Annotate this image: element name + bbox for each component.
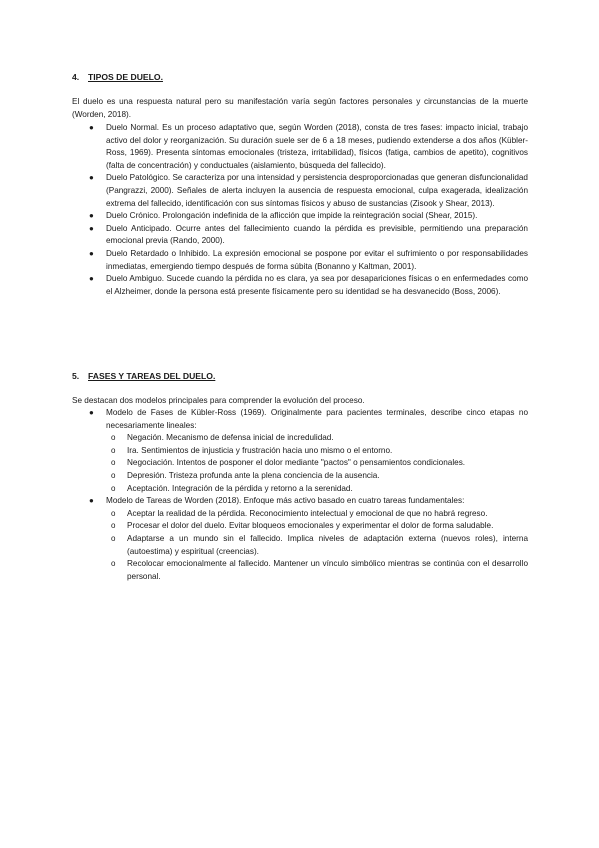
- circle-bullet-icon: o: [111, 483, 116, 493]
- sub-list-item-text: Depresión. Tristeza profunda ante la plena conciencia de la ausencia.: [127, 470, 380, 480]
- sub-list-item-text: Procesar el dolor del duelo. Evitar bloqueos emocionales y experimentar el dolor de forma saludable.: [127, 521, 494, 531]
- model-text: Modelo de Fases de Kübler-Ross (1969). Originalmente para pacientes terminales, describe cinco etapas no necesariamente lineales:: [106, 408, 528, 430]
- sub-list-item: [107, 432, 528, 445]
- section-4-number: 4.: [72, 72, 80, 82]
- list-item-text: Duelo Retardado o Inhibido. La expresión emocional se pospone por evitar el sufrimiento o por responsabilidades inmediatas, emergiendo tiempo después de forma súbita (Bonanno y Kaltman, 2001).: [106, 248, 528, 271]
- section-5-number: 5.: [72, 371, 80, 381]
- circle-bullet-icon: o: [111, 433, 116, 443]
- bullet-icon: ●: [89, 274, 94, 284]
- model-text: Modelo de Tareas de Worden (2018). Enfoque más activo basado en cuatro tareas fundamentales:: [106, 496, 465, 506]
- sub-list-item-text: Adaptarse a un mundo sin el fallecido. Implica niveles de adaptación externa (nuevos roles), interna (autoestima) y espiritual (creencias).: [127, 533, 528, 556]
- sub-list-item: [107, 508, 528, 521]
- duelo-models-list: [72, 407, 528, 583]
- sub-list-item: [107, 445, 528, 458]
- section-5-title: FASES Y TAREAS DEL DUELO.: [88, 371, 216, 381]
- sub-list-item: [107, 533, 528, 558]
- list-item: [72, 273, 528, 298]
- list-item: [72, 248, 528, 273]
- circle-bullet-icon: o: [111, 508, 116, 518]
- bullet-icon: ●: [89, 223, 94, 233]
- circle-bullet-icon: o: [111, 533, 116, 543]
- duelo-types-list: [72, 122, 528, 298]
- sub-list-item: [107, 520, 528, 533]
- list-item-text: Duelo Patológico. Se caracteriza por una intensidad y persistencia desproporcionadas que generan disfuncionalidad (Pangrazzi, 2000). Señales de alerta incluyen la ausencia de respuesta emocional, culpa exagerada, idealización extrema del fallecido, identificación con sus síntomas físicos y abuso de sustancias (Zisook y Shear, 2013).: [106, 173, 528, 208]
- bullet-icon: ●: [89, 123, 94, 132]
- sub-list-item: [107, 470, 528, 483]
- list-item: [72, 172, 528, 210]
- circle-bullet-icon: o: [111, 470, 116, 480]
- list-item: [72, 407, 528, 495]
- sub-list-item-text: Recolocar emocionalmente al fallecido. Mantener un vínculo simbólico mientras se continúa con el desarrollo personal.: [127, 559, 528, 581]
- sub-list-item: [107, 483, 528, 496]
- worden-tasks-list: [106, 508, 528, 584]
- list-item: [72, 495, 528, 583]
- sub-list-item: [107, 558, 528, 583]
- bullet-icon: ●: [89, 173, 94, 183]
- section-5-intro: Se destacan dos modelos principales para comprender la evolución del proceso.: [72, 396, 365, 405]
- bullet-icon: ●: [89, 248, 94, 258]
- bullet-icon: ●: [89, 211, 94, 221]
- list-item-text: Duelo Anticipado. Ocurre antes del fallecimiento cuando la pérdida es previsible, permitiendo una preparación emocional previa (Rando, 2000).: [106, 223, 528, 246]
- bullet-icon: ●: [89, 496, 94, 506]
- circle-bullet-icon: o: [111, 559, 116, 569]
- section-5-heading: [72, 371, 215, 381]
- sub-list-item-text: Aceptación. Integración de la pérdida y retorno a la serenidad.: [127, 483, 353, 493]
- sub-list-item-text: Aceptar la realidad de la pérdida. Reconocimiento intelectual y emocional de que no habrá regreso.: [127, 508, 488, 518]
- list-item: [72, 210, 528, 223]
- circle-bullet-icon: o: [111, 458, 116, 468]
- list-item-text: Duelo Crónico. Prolongación indefinida de la aflicción que impide la reintegración social (Shear, 2015).: [106, 211, 478, 221]
- list-item-text: Duelo Ambiguo. Sucede cuando la pérdida no es clara, ya sea por desapariciones físicas o en enfermedades como el Alzheimer, donde la persona está presente físicamente pero su identidad se ha desvanecido (Boss, 2006).: [106, 274, 528, 296]
- list-item: [72, 223, 528, 248]
- bullet-icon: ●: [89, 408, 94, 417]
- circle-bullet-icon: o: [111, 521, 116, 531]
- sub-list-item-text: Ira. Sentimientos de injusticia y frustración hacia uno mismo o el entorno.: [127, 445, 393, 455]
- section-4-title: TIPOS DE DUELO.: [88, 72, 163, 82]
- sub-list-item: [107, 457, 528, 470]
- section-4-heading: [72, 72, 163, 82]
- circle-bullet-icon: o: [111, 445, 116, 455]
- list-item-text: Duelo Normal. Es un proceso adaptativo que, según Worden (2018), consta de tres fases: impacto inicial, trabajo activo del dolor y reorganización. Su duración suele ser de 6 a 18 meses, pudiendo extenderse a dos años (Kübler-Ross, 1969). Presenta síntomas emocionales (tristeza, irritabilidad), físicos (fatiga, cambios de apetito), cognitivos (falta de concentración) y conductuales (aislamiento, búsqueda del fallecido).: [106, 123, 528, 170]
- sub-list-item-text: Negación. Mecanismo de defensa inicial de incredulidad.: [127, 433, 334, 443]
- list-item: [72, 122, 528, 172]
- section-4-intro: El duelo es una respuesta natural pero su manifestación varía según factores personales y circunstancias de la muerte (Worden, 2018).: [72, 97, 528, 119]
- kubler-ross-stages-list: [106, 432, 528, 495]
- sub-list-item-text: Negociación. Intentos de posponer el dolor mediante "pactos" o pensamientos condicionales.: [127, 458, 466, 468]
